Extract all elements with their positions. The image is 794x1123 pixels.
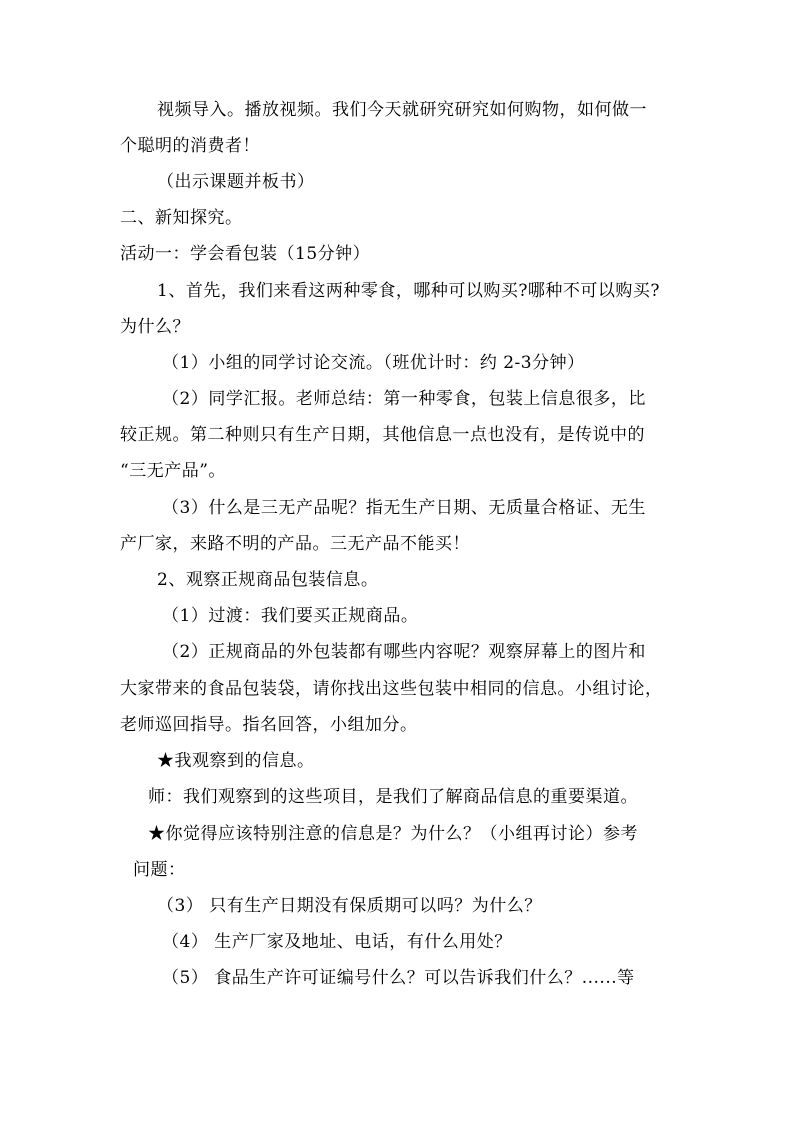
text-line-20: 师：我们观察到的这些项目，是我们了解商品信息的重要渠道。: [148, 787, 638, 807]
text-line-7: 为什么？: [120, 317, 190, 337]
text-line-10: 较正规。第二种则只有生产日期，其他信息一点也没有，是传说中的: [120, 425, 645, 445]
text-line-16: （2）正规商品的外包装都有哪些内容呢？观察屏幕上的图片和: [162, 642, 646, 662]
text-line-23: （3） 只有生产日期没有保质期可以吗？为什么？: [157, 896, 542, 916]
text-line-1: 视频导入。播放视频。我们今天就研究研究如何购物，如何做一: [157, 100, 647, 120]
text-line-11: “三无产品”。: [120, 461, 226, 481]
text-line-15: （1）过渡：我们要买正规商品。: [162, 606, 419, 626]
text-line-13: 产厂家，来路不明的产品。三无产品不能买！: [120, 534, 470, 554]
text-line-8: （1）小组的同学讨论交流。（班优计时：约 2-3分钟）: [162, 353, 585, 373]
text-line-24: （4） 生产厂家及地址、电话，有什么用处？: [162, 932, 512, 952]
section-heading: 二、新知探究。: [120, 208, 243, 228]
text-line-21: ★你觉得应该特别注意的信息是？为什么？（小组再讨论）参考: [148, 824, 638, 844]
text-line-6: 1、首先，我们来看这两种零食，哪种可以购买?哪种不可以购买?: [157, 281, 661, 301]
text-line-17: 大家带来的食品包装袋，请你找出这些包装中相同的信息。小组讨论，: [120, 679, 663, 699]
text-line-9: （2）同学汇报。老师总结：第一种零食，包装上信息很多，比: [162, 389, 646, 409]
text-line-22: 问题：: [133, 860, 186, 880]
activity-heading: 活动一：学会看包装（15分钟）: [120, 244, 371, 264]
text-line-25: （5） 食品生产许可证编号什么？可以告诉我们什么？......等: [162, 968, 635, 988]
text-line-2: 个聪明的消费者！: [120, 136, 260, 156]
text-line-14: 2、观察正规商品包装信息。: [157, 570, 379, 590]
text-line-3: （出示课题并板书）: [157, 172, 315, 192]
text-line-12: （3）什么是三无产品呢？指无生产日期、无质量合格证、无生: [162, 498, 646, 518]
text-line-18: 老师巡回指导。指名回答，小组加分。: [120, 715, 418, 735]
text-line-19: ★我观察到的信息。: [157, 751, 315, 771]
